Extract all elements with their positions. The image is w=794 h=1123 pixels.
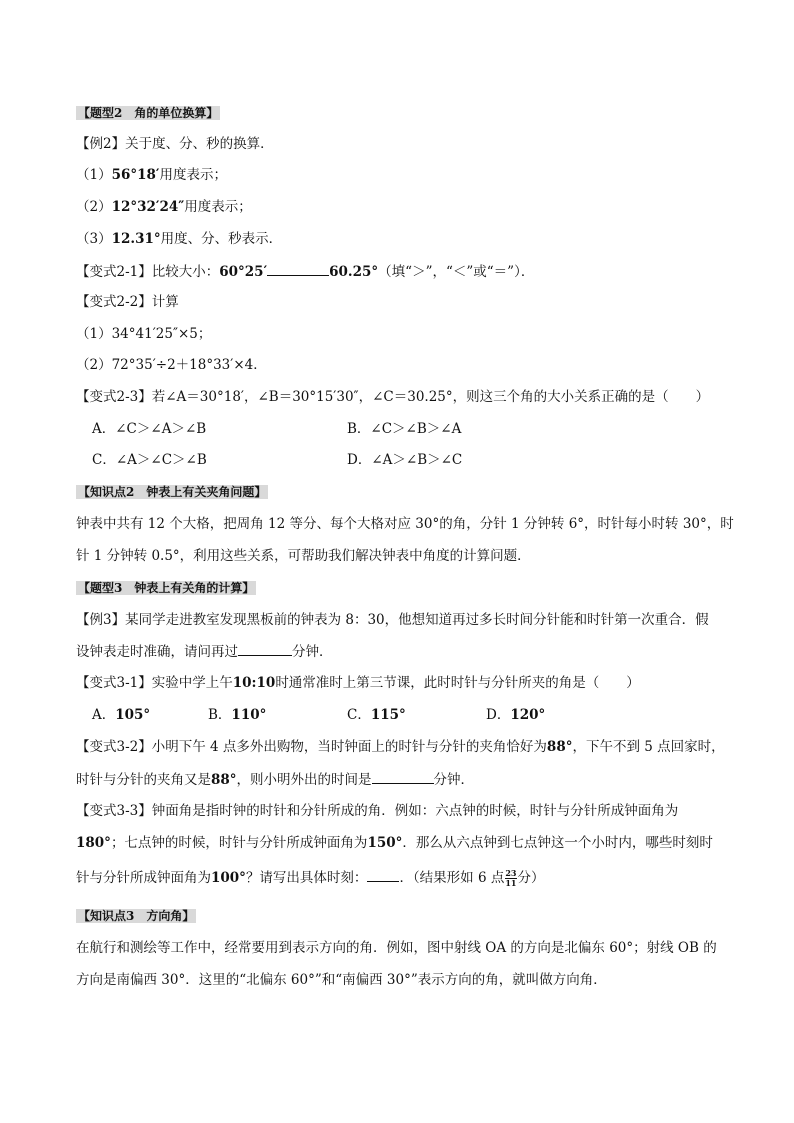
knowledge-3-line-1: 在航行和测绘等工作中，经常要用到表示方向的角．例如，图中射线 OA 的方向是北偏东 60°；射线 OB 的	[76, 940, 717, 956]
variant-2-2: 【变式2-2】计算	[76, 294, 179, 310]
variant-2-2-item-1: （1）34°41′25″×5；	[76, 326, 212, 342]
variant-3-3-line-3: 针与分针所成钟面角为100°？请写出具体时刻： ．（结果形如 6 点 $\frac{23}{11}$ 分）	[76, 868, 545, 888]
option-d: D．120°	[486, 707, 546, 723]
option-d: D．∠A＞∠B＞∠C	[347, 452, 463, 468]
example-2-item-3: （3）12.31°用度、分、秒表示．	[76, 231, 283, 247]
variant-3-1: 【变式3-1】实验中学上午10:10时通常准时上第三节课，此时时针与分针所夹的角是（ ）	[76, 675, 640, 691]
option-c: C．115°	[347, 707, 406, 723]
fraction: $\frac{23}{11}$	[505, 868, 517, 888]
answer-blank	[267, 262, 329, 276]
answer-blank	[367, 868, 399, 882]
knowledge-3-line-2: 方向是南偏西 30°．这里的“北偏东 60°”和“南偏西 30°”表示方向的角，就叫做方向角．	[76, 972, 607, 988]
variant-2-1: 【变式2-1】比较大小：60°25′ 60.25°（填“＞”，“＜”或“＝”）．	[76, 264, 535, 280]
answer-blank	[372, 770, 434, 784]
example-2-prompt: 【例2】关于度、分、秒的换算．	[76, 136, 274, 152]
variant-3-3-line-2: 180°；七点钟的时候，时针与分针所成钟面角为150°．那么从六点钟到七点钟这一个小时内，哪些时刻时	[76, 835, 713, 851]
example-3-line-2: 设钟表走时准确，请问再过 分钟．	[76, 644, 333, 660]
knowledge-2-line-1: 钟表中共有 12 个大格，把周角 12 等分、每个大格对应 30°的角，分针 1 分钟转 6°，时针每小时转 30°，时	[76, 516, 734, 532]
knowledge-2-line-2: 针 1 分钟转 0.5°，利用这些关系，可帮助我们解决钟表中角度的计算问题．	[76, 548, 531, 564]
variant-2-2-item-2: （2）72°35′÷2＋18°33′×4．	[76, 357, 267, 373]
section-header-knowledge3: 【知识点3 方向角】	[78, 909, 195, 923]
option-a: A．105°	[92, 707, 151, 723]
answer-blank	[238, 642, 292, 656]
option-b: B．110°	[208, 707, 267, 723]
example-2-item-1: （1）56°18′用度表示；	[76, 167, 227, 183]
option-c: C．∠A＞∠C＞∠B	[92, 452, 207, 468]
option-a: A．∠C＞∠A＞∠B	[92, 421, 207, 437]
variant-3-2-line-1: 【变式3-2】小明下午 4 点多外出购物，当时钟面上的时针与分针的夹角恰好为88°，下午不到 5 点回家时，	[76, 739, 725, 755]
section-header-knowledge2: 【知识点2 钟表上有关夹角问题】	[78, 485, 267, 499]
section-header-type3: 【题型3 钟表上有关角的计算】	[78, 581, 255, 595]
variant-3-3-line-1: 【变式3-3】钟面角是指时钟的时针和分针所成的角．例如：六点钟的时候，时针与分针所成钟面角为	[76, 803, 679, 819]
section-header-type2: 【题型2 角的单位换算】	[78, 106, 219, 120]
variant-3-2-line-2: 时针与分针的夹角又是88°，则小明外出的时间是 分钟．	[76, 772, 475, 788]
option-b: B．∠C＞∠B＞∠A	[347, 421, 462, 437]
variant-2-3: 【变式2-3】若∠A＝30°18′，∠B＝30°15′30″，∠C＝30.25°，则这三个角的大小关系正确的是（ ）	[76, 389, 710, 405]
example-2-item-2: （2）12°32′24″用度表示；	[76, 199, 252, 215]
example-3-line-1: 【例3】某同学走进教室发现黑板前的钟表为 8：30，他想知道再过多长时间分针能和时针第一次重合．假	[76, 612, 709, 628]
